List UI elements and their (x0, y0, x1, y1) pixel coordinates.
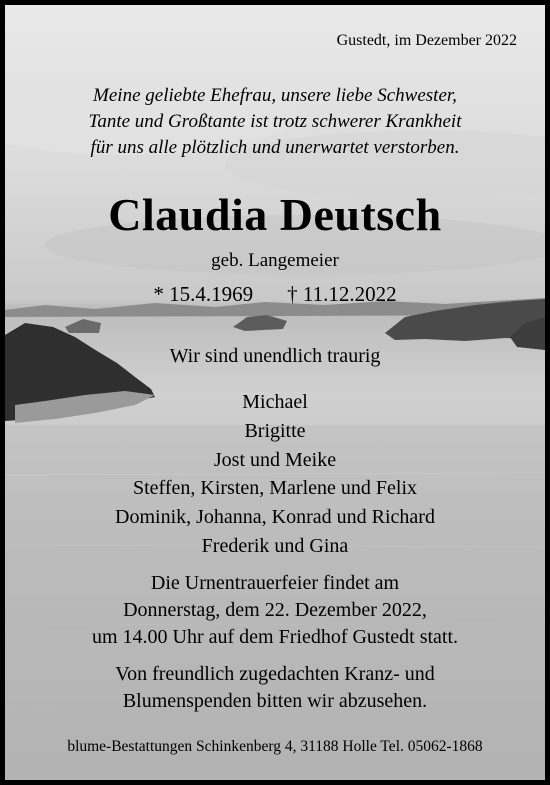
intro-line: Meine geliebte Ehefrau, unsere liebe Schwester, (93, 85, 457, 106)
service-line: um 14.00 Uhr auf dem Friedhof Gustedt statt. (91, 626, 459, 648)
birth-date: * 15.4.1969 (153, 282, 254, 306)
deceased-name: Claudia Deutsch (108, 189, 442, 240)
funeral-home-footer: blume-Bestattungen Schinkenberg 4, 31188 Holle Tel. 05062-1868 (67, 738, 483, 755)
intro-line: für uns alle plötzlich und unerwartet verstorben. (90, 137, 460, 158)
birth-name: geb. Langemeier (211, 250, 339, 271)
funeral-service-info (5, 570, 545, 651)
mourner-entry: Frederik und Gina (201, 534, 349, 557)
place-and-date: Gustedt, im Dezember 2022 (336, 32, 517, 49)
service-line: Die Urnentrauerfeier findet am (150, 572, 400, 594)
mourners-list (5, 388, 545, 561)
mourner-entry: Dominik, Johanna, Konrad und Richard (115, 506, 435, 529)
intro-line: Tante und Großtante ist trotz schwerer Krankheit (88, 111, 462, 132)
flowers-line: Blumenspenden bitten wir abzusehen. (122, 690, 428, 712)
service-line: Donnerstag, dem 22. Dezember 2022, (123, 599, 427, 621)
mourner-entry: Brigitte (244, 419, 306, 442)
mourner-entry: Steffen, Kirsten, Marlene und Felix (132, 477, 417, 500)
flowers-line: Von freundlich zugedachten Kranz- und (115, 663, 435, 685)
life-dates (5, 282, 545, 307)
flowers-note (5, 661, 545, 715)
mourner-entry: Michael (242, 391, 308, 413)
death-date: † 11.12.2022 (287, 282, 397, 306)
mourner-entry: Jost und Meike (213, 448, 337, 471)
intro-text (5, 83, 545, 161)
mourning-line: Wir sind unendlich traurig (169, 345, 381, 367)
